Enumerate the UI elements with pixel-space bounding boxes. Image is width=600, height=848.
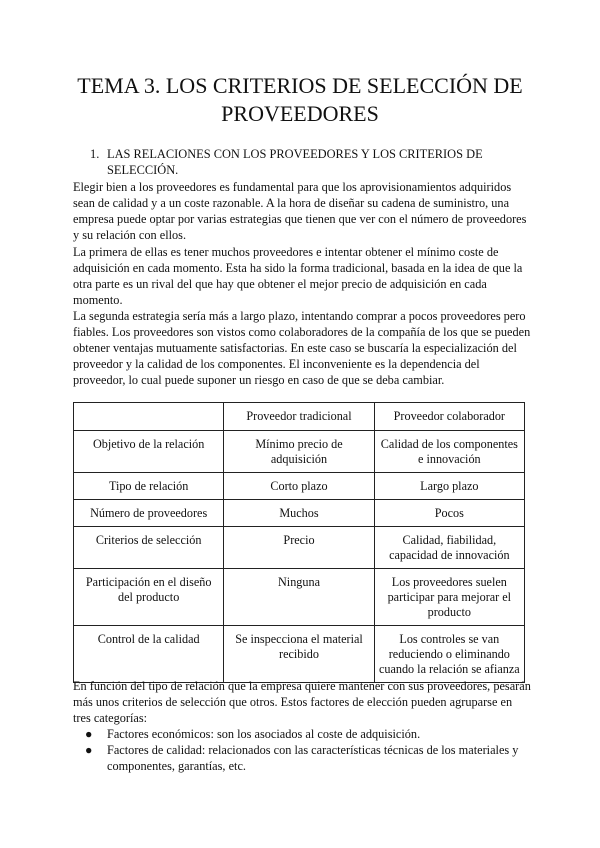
paragraph: La segunda estrategia sería más a largo plazo, intentando comprar a pocos proveedores pero fiables. Los proveedores son vistos como colaboradores de la compañía de los que se pueden obtener ventajas mutuamente satisfactorias. En este caso se buscaría la especialización del proveedor y la calidad de los componentes. El inconveniente es la dependencia del proveedor, lo cual puede suponer un riesgo en caso de que se deba cambiar. xyxy=(73,309,531,388)
table-cell: Los proveedores suelen participar para mejorar el producto xyxy=(374,569,524,626)
table-cell: Número de proveedores xyxy=(74,500,224,527)
table-cell: Precio xyxy=(224,527,374,569)
section-number: 1. xyxy=(90,147,100,161)
table-row xyxy=(74,569,525,626)
paragraph: La primera de ellas es tener muchos proveedores e intentar obtener el mínimo coste de adquisición en cada momento. Esta ha sido la forma tradicional, basada en la idea de que la otra parte es un rival del que hay que obtener el mejor precio de adquisición en cada momento. xyxy=(73,245,523,308)
list-item xyxy=(85,726,567,742)
paragraph: Elegir bien a los proveedores es fundamental para que los aprovisionamientos adquiridos sean de calidad y a un coste razonable. A la hora de diseñar su cadena de suministro, una empresa puede optar por varias estrategias que tienen que ver con el número de proveedores y su relación con ellos. xyxy=(73,180,527,243)
bullet-icon: ● xyxy=(85,743,93,758)
table-cell: Se inspecciona el material recibido xyxy=(224,626,374,683)
table-cell: Pocos xyxy=(374,500,524,527)
table-row xyxy=(74,431,525,473)
table-header-cell: Proveedor tradicional xyxy=(224,403,374,431)
list-item xyxy=(85,742,567,774)
table-cell: Tipo de relación xyxy=(74,473,224,500)
list-item-text: Factores de calidad: relacionados con las características técnicas de los materiales y componentes, garantías, etc. xyxy=(107,743,519,774)
table-row xyxy=(74,626,525,683)
table-cell: Criterios de selección xyxy=(74,527,224,569)
paragraph: En función del tipo de relación que la empresa quiere mantener con sus proveedores, pesarán más unos criterios de selección que otros. Estos factores de elección pueden agruparse en tres categorías: xyxy=(73,679,531,726)
table-cell: Ninguna xyxy=(224,569,374,626)
table-cell: Objetivo de la relación xyxy=(74,431,224,473)
table-row xyxy=(74,527,525,569)
table-header-cell: Proveedor colaborador xyxy=(374,403,524,431)
table-cell: Mínimo precio de adquisición xyxy=(224,431,374,473)
table-cell: Muchos xyxy=(224,500,374,527)
supplier-comparison-table xyxy=(73,402,525,683)
list-item-text: Factores económicos: son los asociados al coste de adquisición. xyxy=(107,727,421,741)
bullet-icon: ● xyxy=(85,727,93,741)
table-cell: Control de la calidad xyxy=(74,626,224,683)
table-row xyxy=(74,500,525,527)
table-cell: Largo plazo xyxy=(374,473,524,500)
section-heading-text: LAS RELACIONES CON LOS PROVEEDORES Y LOS CRITERIOS DE SELECCIÓN. xyxy=(107,147,483,177)
table-cell: Los controles se van reduciendo o eliminando cuando la relación se afianza xyxy=(374,626,524,683)
table-cell: Calidad de los componentes e innovación xyxy=(374,431,524,473)
table-header-cell xyxy=(74,403,224,431)
section-heading xyxy=(90,146,530,178)
table-row xyxy=(74,473,525,500)
bullet-list xyxy=(73,726,567,774)
table-cell: Calidad, fiabilidad, capacidad de innovación xyxy=(374,527,524,569)
table-cell: Corto plazo xyxy=(224,473,374,500)
document-title: TEMA 3. LOS CRITERIOS DE SELECCIÓN DE PROVEEDORES xyxy=(77,73,523,126)
table-header-row xyxy=(74,403,525,431)
table-cell: Participación en el diseño del producto xyxy=(74,569,224,626)
